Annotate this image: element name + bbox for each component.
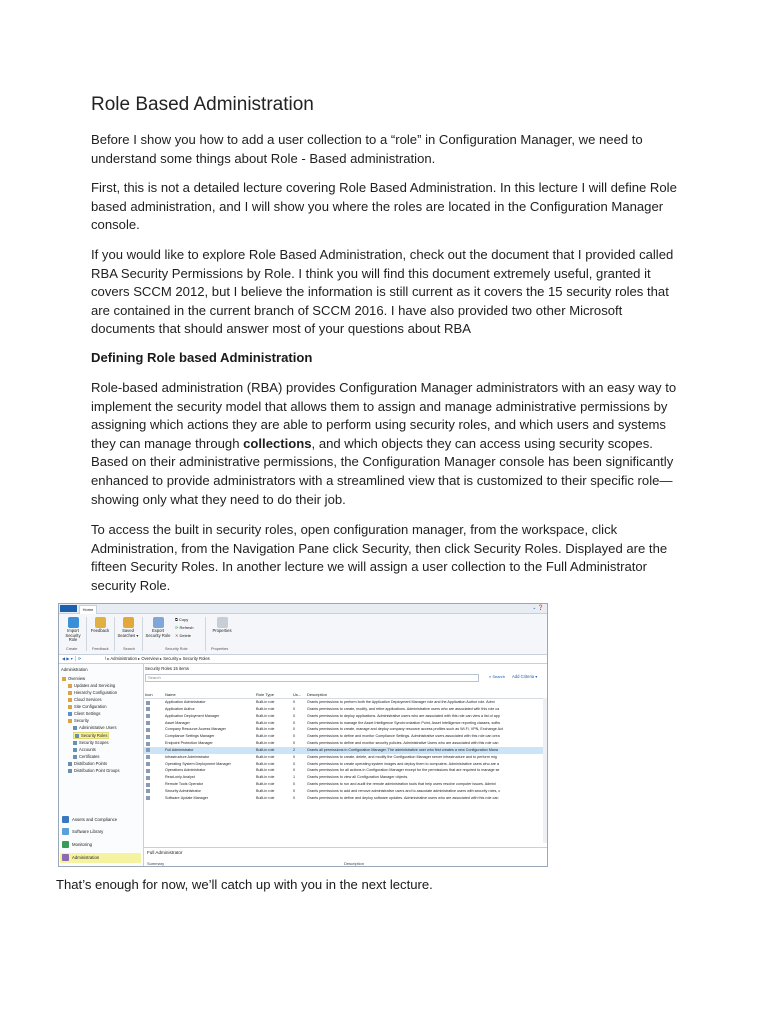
table-row[interactable] xyxy=(144,795,547,802)
row-description: Grants permissions to manage the Asset Intelligence Synchronization Point, Asset Intelligence reporting classes, softw xyxy=(307,720,501,725)
nav-item-label: Security Scopes xyxy=(79,740,109,745)
table-row[interactable] xyxy=(144,740,547,747)
nav-item-label: Distribution Points xyxy=(74,761,107,766)
copy-label: Copy xyxy=(178,617,189,622)
row-name: Compliance Settings Manager xyxy=(165,734,215,739)
row-users: 0 xyxy=(293,795,296,800)
server-icon xyxy=(68,762,72,766)
row-users: 0 xyxy=(293,761,296,766)
administration-icon xyxy=(62,854,69,861)
ribbon-divider xyxy=(114,617,115,651)
table-row[interactable] xyxy=(144,767,547,774)
rba-text-after: , and which objects they can access using security scopes. Based on their administrative permissions, the Configuration Manager console has been significantly enhanced to provide administrators with a streamlined view that is customized to their specific role—showing only what they need to do their job. xyxy=(91,435,674,507)
column-header-users[interactable]: Us... xyxy=(293,692,302,697)
row-name: Read-only Analyst xyxy=(165,775,195,780)
security-role-icon xyxy=(146,783,150,787)
section-heading: Defining Role based Administration xyxy=(91,350,313,365)
row-role-type: Built-in role xyxy=(256,706,275,711)
row-description: Grants permissions to add and remove administrative users and to associate administrative users with security roles, c xyxy=(307,788,501,793)
security-role-icon xyxy=(146,796,150,800)
row-users: 2 xyxy=(293,747,296,752)
workspace-monitoring[interactable] xyxy=(60,840,141,850)
help-icon[interactable]: ⌄ ❓ xyxy=(532,605,544,611)
copy-icon: ⧉ xyxy=(175,617,179,622)
rba-text-before: Role-based administration (RBA) provides Configuration Manager administrators with an easy way to implement the security model that allows them to assign and manage administrative permissions by assigning which actions they are able to perform using security roles, and which users and systems they can manage through xyxy=(91,380,677,451)
vertical-scrollbar[interactable] xyxy=(543,698,547,843)
feedback-button[interactable] xyxy=(88,617,112,634)
rba-text-bold: collections xyxy=(243,435,312,451)
console-screenshot xyxy=(58,603,548,867)
nav-item-updates[interactable] xyxy=(68,683,115,688)
workspace-label: Software Library xyxy=(72,829,104,834)
details-pane xyxy=(144,847,547,867)
folder-icon xyxy=(68,705,72,709)
workspace-label: Assets and Compliance xyxy=(72,817,118,822)
row-name: Security Administrator xyxy=(165,788,201,793)
row-users: 0 xyxy=(293,754,296,759)
search-button[interactable] xyxy=(489,674,505,679)
ribbon-group-label: Search xyxy=(123,647,136,651)
add-criteria-button[interactable]: Add Criteria ▾ xyxy=(512,674,538,679)
row-users: 0 xyxy=(293,788,296,793)
paragraph-intro: Before I show you how to add a user collection to a “role” in Configuration Manager, we need to understand some things about Role - Based administration. xyxy=(91,132,643,166)
import-icon xyxy=(68,617,79,628)
security-role-icon xyxy=(146,707,150,711)
nav-item-distribution-point-groups[interactable] xyxy=(68,768,120,773)
column-header-name[interactable]: Name xyxy=(165,692,176,697)
nav-item-label: Client Settings xyxy=(74,711,101,716)
column-header-description[interactable]: Description xyxy=(307,692,328,697)
folder-icon xyxy=(68,684,72,688)
row-users: 0 xyxy=(293,713,296,718)
scope-icon xyxy=(73,741,77,745)
table-row[interactable] xyxy=(144,747,547,754)
nav-item-administrative-users[interactable] xyxy=(73,725,117,730)
nav-item-overview[interactable] xyxy=(62,676,85,681)
settings-icon xyxy=(68,712,72,716)
row-name: Software Update Manager xyxy=(165,795,209,800)
saved-searches-icon xyxy=(123,617,134,628)
row-description: Grants all permissions in Configuration Manager. The administrative user who first creates a new Configuration Mana xyxy=(307,747,498,752)
row-users: 0 xyxy=(293,727,296,732)
nav-item-label: Updates and Servicing xyxy=(74,683,116,688)
row-description: Grants permissions to create, manage and deploy company resource access profiles such as Wi-Fi, VPN, Exchange Act xyxy=(307,727,503,732)
account-icon xyxy=(73,748,77,752)
row-users: 0 xyxy=(293,700,296,704)
nav-item-security-roles[interactable] xyxy=(73,732,109,739)
nav-item-hierarchy[interactable] xyxy=(68,690,117,695)
table-row[interactable] xyxy=(144,706,547,713)
row-role-type: Built-in role xyxy=(256,795,275,800)
row-name: Infrastructure Administrator xyxy=(165,754,210,759)
security-roles-list xyxy=(144,699,547,802)
paragraph-first: First, this is not a detailed lecture covering Role Based Administration. In this lecture I will define Role based administration, and I will show you where the roles are located in the Configuration Manager console. xyxy=(91,180,677,233)
column-header-role-type[interactable]: Role Type xyxy=(256,692,274,697)
table-row[interactable] xyxy=(144,726,547,733)
delete-button[interactable] xyxy=(175,633,191,638)
nav-item-label: Hierarchy Configuration xyxy=(74,690,118,695)
server-group-icon xyxy=(68,769,72,773)
closing-paragraph: That’s enough for now, we’ll catch up with you in the next lecture. xyxy=(56,877,433,892)
search-input[interactable]: Search xyxy=(145,674,479,682)
export-security-role-button[interactable] xyxy=(145,617,171,638)
security-role-icon xyxy=(146,714,150,718)
export-icon xyxy=(153,617,164,628)
export-label: Export Security Role xyxy=(145,628,171,638)
address-bar[interactable] xyxy=(59,655,547,664)
ribbon-group-label: Security Role xyxy=(165,647,188,651)
row-description: Grants permissions to define and monitor Compliance Settings. Administrative users associated with this role can crea xyxy=(307,734,500,739)
ribbon-group-label: Create xyxy=(66,647,78,651)
row-name: Application Author xyxy=(165,706,195,711)
security-role-icon xyxy=(146,721,150,725)
row-name: Asset Manager xyxy=(165,720,190,725)
row-description: Grants permissions to define and monitor security policies. Administrative Users who are associated with this role can xyxy=(307,741,499,746)
properties-icon xyxy=(217,617,228,628)
paragraph-rba-definition xyxy=(91,379,687,509)
ribbon-divider xyxy=(142,617,143,651)
feedback-label: Feedback xyxy=(90,628,110,633)
certificate-icon xyxy=(73,755,77,759)
security-role-icon xyxy=(146,735,150,739)
refresh-button[interactable] xyxy=(175,625,193,630)
table-row[interactable] xyxy=(144,788,547,795)
row-role-type: Built-in role xyxy=(256,713,275,718)
row-name: Application Administrator xyxy=(165,700,206,704)
properties-label: Properties xyxy=(212,628,232,633)
refresh-icon: ⟳ xyxy=(175,625,180,630)
row-role-type: Built-in role xyxy=(256,734,275,739)
row-name: Full Administrator xyxy=(165,747,194,752)
delete-icon: ✕ xyxy=(175,633,180,638)
folder-icon xyxy=(68,691,72,695)
row-description: Grants permissions to define and deploy software updates. Administrative users who are associated with this role can xyxy=(307,795,499,800)
workspace-software-library[interactable] xyxy=(60,827,141,837)
breadcrumb: \ ▸ Administration ▸ Overview ▸ Security ▸ Security Roles xyxy=(105,656,210,661)
row-role-type: Built-in role xyxy=(256,741,275,746)
role-icon xyxy=(75,734,79,738)
row-name: Application Deployment Manager xyxy=(165,713,220,718)
folder-icon xyxy=(62,677,66,681)
workspace-assets-compliance[interactable] xyxy=(60,815,141,825)
row-role-type: Built-in role xyxy=(256,788,275,793)
back-forward-icon[interactable]: ◀ ▶ ▾ │ ⟳ xyxy=(62,656,82,661)
row-users: 0 xyxy=(293,768,296,773)
file-menu-button[interactable] xyxy=(60,605,77,612)
table-row[interactable] xyxy=(144,720,547,727)
security-role-icon xyxy=(146,776,150,780)
workspace-label: Administration xyxy=(72,855,100,860)
row-users: 0 xyxy=(293,741,296,746)
table-row[interactable] xyxy=(144,733,547,740)
tab-home[interactable]: Home xyxy=(79,605,97,614)
search-icon: ⌕ xyxy=(489,674,493,679)
workspace-label: Monitoring xyxy=(72,842,93,847)
nav-item-distribution-points[interactable] xyxy=(68,761,107,766)
row-description: Grants permissions for all actions in Configuration Manager except for the permissions that are required to manage se xyxy=(307,768,500,773)
column-header-icon[interactable]: Icon xyxy=(145,692,153,697)
row-role-type: Built-in role xyxy=(256,747,275,752)
nav-item-certificates[interactable] xyxy=(73,754,99,759)
nav-item-label: Distribution Point Groups xyxy=(74,768,120,773)
row-name: Endpoint Protection Manager xyxy=(165,741,213,746)
nav-item-security-scopes[interactable] xyxy=(73,740,109,745)
ribbon-group-label: Properties xyxy=(211,647,229,651)
paragraph-access-roles: To access the built in security roles, open configuration manager, from the workspace, click Administration, from the Navigation Pane click Security, then click Security Roles. Displayed are the fifteen Security Roles. In another lecture we will assign a user collection to the Full Administrator security Role. xyxy=(91,522,668,593)
table-row[interactable] xyxy=(144,774,547,781)
feedback-icon xyxy=(95,617,106,628)
nav-item-label: Accounts xyxy=(79,747,96,752)
table-row[interactable] xyxy=(144,754,547,761)
document-title: Role Based Administration xyxy=(91,94,314,115)
row-description: Grants permissions to perform both the Application Deployment Manager role and the Application Author role. Admi xyxy=(307,700,495,704)
import-security-role-button[interactable] xyxy=(62,617,84,643)
navigation-pane-header: Administration xyxy=(61,667,88,672)
table-row[interactable] xyxy=(144,713,547,720)
workspace-administration[interactable] xyxy=(60,853,141,863)
row-description: Grants permissions to deploy applications. Administrative users who are associated with this role can view a list of app xyxy=(307,713,500,718)
security-role-icon xyxy=(146,742,150,746)
list-header: Security Roles 15 items xyxy=(145,666,189,671)
nav-item-label: Administrative Users xyxy=(79,725,117,730)
nav-item-site-configuration[interactable] xyxy=(68,704,107,709)
column-headers xyxy=(144,691,547,699)
ribbon-divider xyxy=(205,617,206,651)
nav-item-cloud-services[interactable] xyxy=(68,697,102,702)
table-row[interactable] xyxy=(144,699,547,706)
search-button-label: Search xyxy=(492,674,506,679)
row-users: 0 xyxy=(293,734,296,739)
row-description: Grants permissions to run and audit the remote administration tools that help users resolve computer issues. Admini xyxy=(307,782,496,787)
delete-label: Delete xyxy=(179,633,192,638)
table-row[interactable] xyxy=(144,781,547,788)
security-role-icon xyxy=(146,755,150,759)
details-title: Full Administrator xyxy=(147,850,183,855)
row-role-type: Built-in role xyxy=(256,720,275,725)
security-role-icon xyxy=(146,701,150,705)
nav-item-client-settings[interactable] xyxy=(68,711,100,716)
nav-item-label: Site Configuration xyxy=(74,704,107,709)
details-description-label: Description xyxy=(344,861,365,866)
import-label: Import Security Role xyxy=(65,628,81,643)
row-users: 0 xyxy=(293,782,296,787)
security-role-icon xyxy=(146,769,150,773)
row-name: Operations Administrator xyxy=(165,768,206,773)
nav-item-accounts[interactable] xyxy=(73,747,96,752)
details-summary-label: Summary xyxy=(147,861,165,866)
folder-icon xyxy=(68,698,72,702)
security-role-icon xyxy=(146,762,150,766)
paragraph-explore: If you would like to explore Role Based Administration, check out the document that I provided called RBA Security Permissions by Role. I think you will find this document extremely useful, granted it covers SCCM 2012, but I believe the information is still current as it covers the 15 security roles that are contained in the current branch of SCCM 2016. I have also provided two other Microsoft documents that should answer most of your questions about RBA xyxy=(91,247,674,337)
ribbon-group-label: Feedback xyxy=(92,647,109,651)
nav-item-label: Certificates xyxy=(79,754,100,759)
navigation-pane xyxy=(59,664,144,866)
row-users: 0 xyxy=(293,720,296,725)
row-role-type: Built-in role xyxy=(256,754,275,759)
row-role-type: Built-in role xyxy=(256,761,275,766)
folder-icon xyxy=(68,719,72,723)
refresh-label: Refresh xyxy=(179,625,194,630)
software-library-icon xyxy=(62,828,69,835)
security-role-icon xyxy=(146,748,150,752)
nav-item-label: Security Roles xyxy=(81,733,108,738)
nav-item-label: Cloud Services xyxy=(74,697,102,702)
row-role-type: Built-in role xyxy=(256,782,275,787)
row-description: Grants permissions to create operating system images and deploy them to computers. Administrative users who are a xyxy=(307,761,500,766)
row-description: Grants permissions to create, delete, and modify the Configuration Manager server infrastructure and to perform mig xyxy=(307,754,497,759)
row-name: Company Resource Access Manager xyxy=(165,727,226,732)
row-users: 1 xyxy=(293,775,296,780)
row-role-type: Built-in role xyxy=(256,775,275,780)
nav-item-label: Security xyxy=(74,718,89,723)
nav-item-security[interactable] xyxy=(68,718,89,723)
saved-searches-button[interactable] xyxy=(116,617,140,638)
properties-button[interactable] xyxy=(209,617,235,634)
row-name: Remote Tools Operator xyxy=(165,782,204,787)
table-row[interactable] xyxy=(144,761,547,768)
row-name: Operating System Deployment Manager xyxy=(165,761,231,766)
assets-icon xyxy=(62,816,69,823)
saved-searches-label: Saved Searches ▾ xyxy=(117,628,139,638)
title-bar xyxy=(59,604,547,614)
row-role-type: Built-in role xyxy=(256,727,275,732)
ribbon-divider xyxy=(86,617,87,651)
nav-item-label: Overview xyxy=(68,676,86,681)
user-icon xyxy=(73,726,77,730)
security-role-icon xyxy=(146,728,150,732)
row-role-type: Built-in role xyxy=(256,700,275,704)
copy-button[interactable] xyxy=(175,617,188,622)
row-description: Grants permissions to create, modify, and retire applications. Administrative users who are associated with this role ca xyxy=(307,706,500,711)
row-users: 0 xyxy=(293,706,296,711)
row-role-type: Built-in role xyxy=(256,768,275,773)
ribbon xyxy=(59,614,547,655)
security-role-icon xyxy=(146,789,150,793)
row-description: Grants permissions to view all Configuration Manager objects. xyxy=(307,775,409,780)
results-pane xyxy=(144,664,547,866)
monitoring-icon xyxy=(62,841,69,848)
